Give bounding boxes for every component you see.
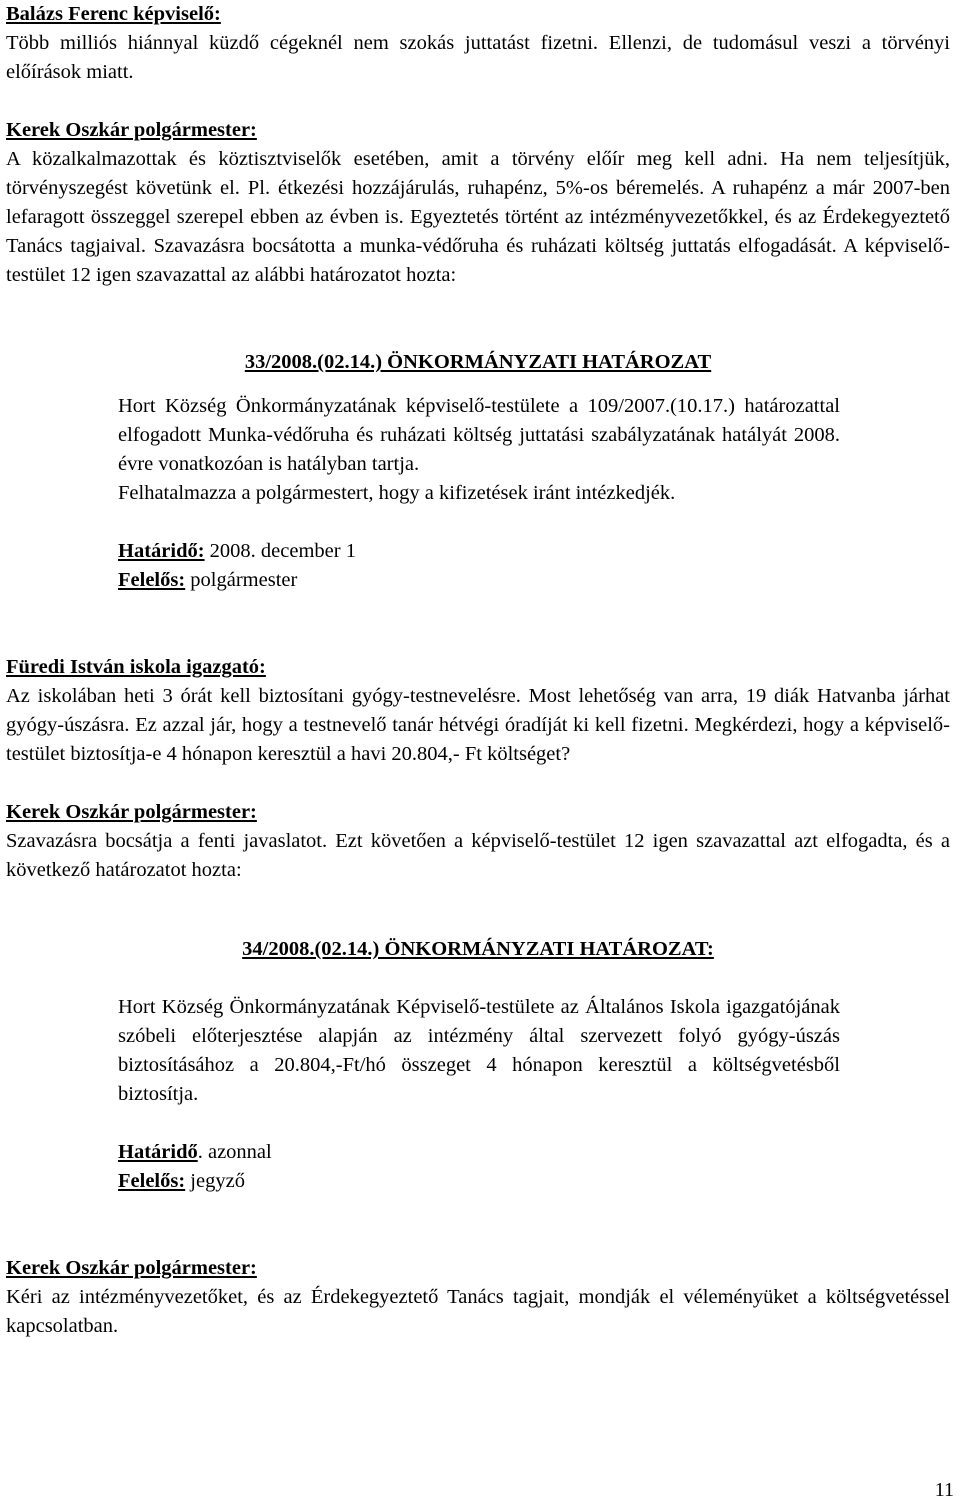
speech-text: Kéri az intézményvezetőket, és az Érdekegyeztető Tanács tagjait, mondják el véleményüket a költségvetéssel kapcsolatban.: [6, 1286, 950, 1337]
speaker-name: Kerek Oszkár polgármester:: [6, 119, 257, 141]
speaker-name: Füredi István iskola igazgató:: [6, 656, 266, 678]
document-page: [6, 0, 950, 1341]
resolution-deadline: [118, 537, 840, 566]
resolution-title: 33/2008.(02.14.) ÖNKORMÁNYZATI HATÁROZAT: [244, 351, 712, 373]
speech-text: Több milliós hiánnyal küzdő cégeknél nem szokás juttatást fizetni. Ellenzi, de tudomásul veszi a törvényi előírások miatt.: [6, 32, 950, 83]
resolution-responsible: [118, 566, 840, 595]
speaker-name: Kerek Oszkár polgármester:: [6, 1257, 257, 1279]
speech-kerek-2: [6, 798, 950, 885]
speech-balazs: [6, 0, 950, 87]
speaker-name: Kerek Oszkár polgármester:: [6, 801, 257, 823]
speech-kerek-1: [6, 116, 950, 290]
resolution-deadline: [118, 1138, 840, 1167]
responsible-value: jegyző: [185, 1170, 245, 1192]
resolution-responsible: [118, 1167, 840, 1196]
responsible-value: polgármester: [185, 569, 298, 591]
resolution-body: [118, 392, 840, 595]
deadline-value: 2008. december 1: [204, 540, 356, 562]
deadline-label: Határidő: [118, 1141, 198, 1163]
responsible-label: Felelős:: [118, 1170, 186, 1192]
responsible-label: Felelős:: [118, 569, 186, 591]
speech-furedi: [6, 653, 950, 769]
speech-kerek-3: [6, 1254, 950, 1341]
page-number: 11: [934, 1479, 954, 1501]
deadline-value: . azonnal: [197, 1141, 272, 1163]
resolution-authorization: Felhatalmazza a polgármestert, hogy a kifizetések iránt intézkedjék.: [118, 482, 676, 504]
speech-text: A közalkalmazottak és köztisztviselők esetében, amit a törvény előír meg kell adni. Ha nem teljesítjük, törvényszegést követünk el. Pl. étkezési hozzájárulás, ruhapénz, 5%-os béremelés. A ruhapénz a már 2007-ben lefaragott összeggel szerepel ebben az évben is. Egyeztetés történt az intézményvezetőkkel, és az Érdekegyeztető Tanács tagjaival. Szavazásra bocsátotta a munka-védőruha és ruházati költség juttatás elfogadását. A képviselő-testület 12 igen szavazattal az alábbi határozatot hozta:: [6, 148, 950, 286]
resolution-body: [118, 993, 840, 1196]
speech-text: Szavazásra bocsátja a fenti javaslatot. Ezt követően a képviselő-testület 12 igen szavazattal azt elfogadta, és a következő határozatot hozta:: [6, 830, 950, 881]
speech-text: Az iskolában heti 3 órát kell biztosítani gyógy-testnevelésre. Most lehetőség van arra, 19 diák Hatvanba járhat gyógy-úszásra. Ez azzal jár, hogy a testnevelő tanár hétvégi óradíját ki kell fizetni. Megkérdezi, hogy a képviselő-testület biztosítja-e 4 hónapon keresztül a havi 20.804,- Ft költséget?: [6, 685, 950, 765]
resolution-title: 34/2008.(02.14.) ÖNKORMÁNYZATI HATÁROZAT:: [242, 938, 714, 960]
resolution-text: Hort Község Önkormányzatának Képviselő-testülete az Általános Iskola igazgatójának szóbeli előterjesztése alapján az intézmény által szervezett folyó gyógy-úszás biztosításához a 20.804,-Ft/hó összeget 4 hónapon keresztül a költségvetésből biztosítja.: [118, 996, 840, 1105]
deadline-label: Határidő:: [118, 540, 205, 562]
speaker-name: Balázs Ferenc képviselő:: [6, 3, 221, 25]
resolution-text: Hort Község Önkormányzatának képviselő-testülete a 109/2007.(10.17.) határozattal elfogadott Munka-védőruha és ruházati költség juttatási szabályzatának hatályát 2008. évre vonatkozóan is hatályban tartja.: [118, 395, 840, 475]
